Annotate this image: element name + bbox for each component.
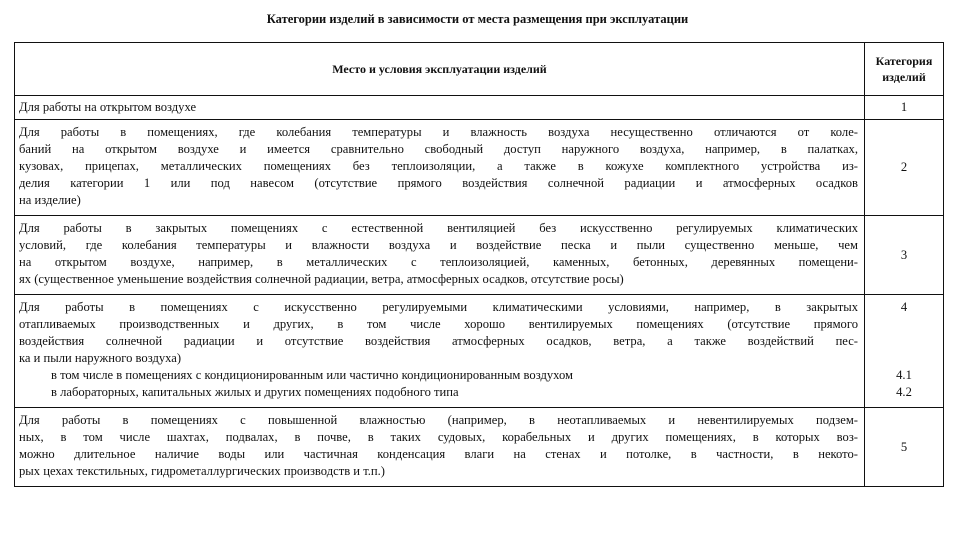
row-description (15, 120, 865, 216)
row-description (15, 96, 865, 120)
header-category-line2: изделий (882, 70, 926, 84)
description-line: ных, в том числе шахтах, подвалах, в почве, в таких судовых, корабельных и других помещениях, в которых воз- (19, 430, 858, 444)
row-category: 2 (865, 120, 944, 216)
subitem-line: в лабораторных, капитальных жилых и других помещениях подобного типа (51, 385, 459, 399)
description-line: рых цехах текстильных, гидрометаллургических производств и т.п.) (19, 464, 385, 478)
description-line: Для работы в закрытых помещениях с естественной вентиляцией без искусственно регулируемых климатических (19, 221, 858, 235)
description-line: воздействия солнечной радиации и отсутствие воздействия атмосферных осадков, ветра, а также воздействий пес- (19, 334, 858, 348)
description-line: ях (существенное уменьшение воздействия солнечной радиации, ветра, атмосферных осадков, отсутствие росы) (19, 272, 624, 286)
description-line: ка и пыли наружного воздуха) (19, 351, 182, 365)
row-category: 5 (865, 408, 944, 487)
table-header-row (15, 43, 944, 96)
row-category (865, 295, 944, 408)
description-line: делия категории 1 или под навесом (отсутствие прямого воздействия солнечной радиации и атмосферных осадков (19, 176, 858, 190)
description-line: условий, где колебания температуры и влажности воздуха и воздействие песка и пыли существенно меньше, чем (19, 238, 858, 252)
description-line: можно длительное наличие воды или частичная конденсация влаги на стенах и потолке, в частности, в некото- (19, 447, 858, 461)
description-line: на изделие) (19, 193, 81, 207)
row-category: 3 (865, 216, 944, 295)
row-description (15, 295, 865, 408)
subcategory-value: 4.1 (896, 368, 912, 382)
row-category: 1 (865, 96, 944, 120)
header-place: Место и условия эксплуатации изделий (15, 43, 865, 96)
table-row (15, 96, 944, 120)
description-line: баний на открытом воздухе и имеется сравнительно свободный доступ наружного воздуха, например, в палатках, (19, 142, 858, 156)
description-line: на открытом воздухе, например, в металлических с теплоизоляцией, каменных, бетонных, деревянных помещени- (19, 255, 858, 269)
description-line: Для работы в помещениях, где колебания температуры и влажность воздуха несущественно отличаются от коле- (19, 125, 858, 139)
row-description (15, 216, 865, 295)
row-description (15, 408, 865, 487)
description-line: Для работы на открытом воздухе (19, 100, 197, 114)
table-row (15, 120, 944, 216)
table-row (15, 216, 944, 295)
table-row (15, 408, 944, 487)
description-line: отапливаемых производственных и других, в том числе хорошо вентилируемых помещениях (отсутствие прямого (19, 317, 858, 331)
description-line: Для работы в помещениях с искусственно регулируемыми климатическими условиями, например, в закрытых (19, 300, 858, 314)
description-line: Для работы в помещениях с повышенной влажностью (например, в неотапливаемых и невентилируемых подзем- (19, 413, 858, 427)
table-row (15, 295, 944, 408)
header-category (865, 43, 944, 96)
table-title: Категории изделий в зависимости от места размещения при эксплуатации (266, 12, 689, 26)
subcategory-value: 4.2 (896, 385, 912, 399)
description-line: кузовах, прицепах, металлических помещениях без теплоизоляции, а также в кожухе комплектного устройства из- (19, 159, 858, 173)
category-value: 4 (900, 300, 908, 314)
header-category-line1: Категория (875, 54, 933, 68)
categories-table (14, 42, 944, 487)
subitem-line: в том числе в помещениях с кондиционированным или частично кондиционированным воздухом (51, 368, 574, 382)
